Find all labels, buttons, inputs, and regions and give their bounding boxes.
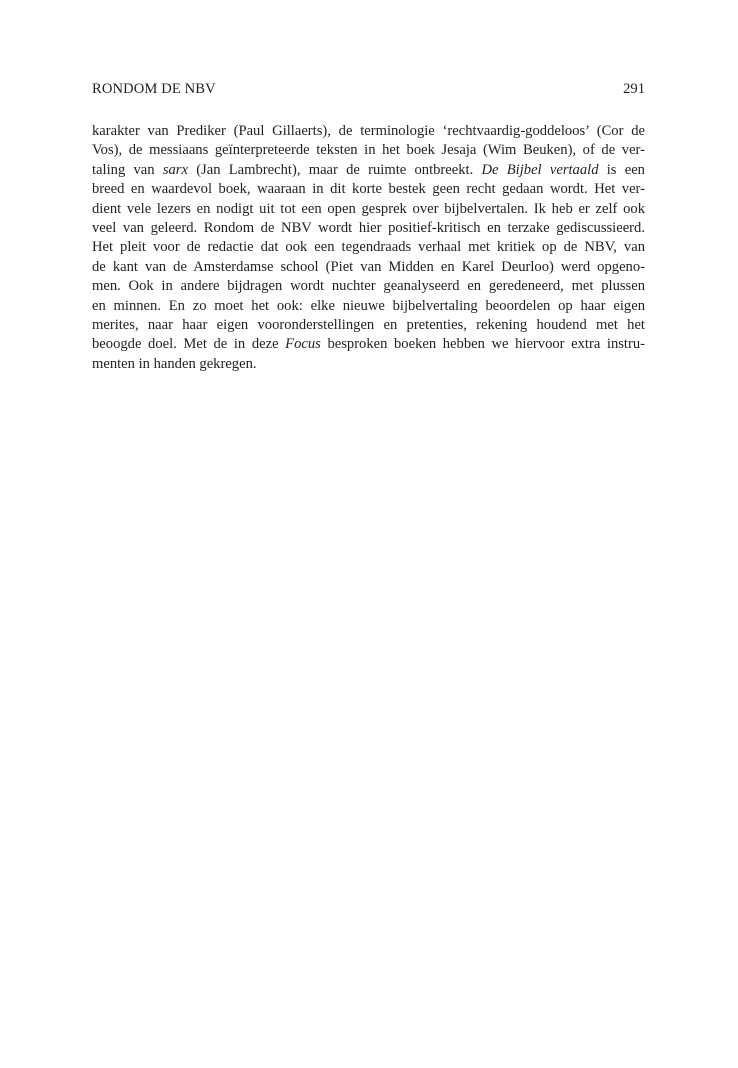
text-line: merites, naar haar eigen vooronderstellingen en pretenties, rekening houdend met het xyxy=(92,316,645,333)
text-line: de kant van de Amsterdamse school (Piet van Midden en Karel Deurloo) werd opgeno- xyxy=(92,258,645,275)
text-line: taling van sarx (Jan Lambrecht), maar de ruimte ontbreekt. De Bijbel vertaald is een xyxy=(92,161,645,178)
italic-journal-title: Focus xyxy=(285,336,321,353)
text-line: veel van geleerd. Rondom de NBV wordt hier positief-kritisch en terzake gediscussieerd. xyxy=(92,219,645,236)
page-number: 291 xyxy=(623,81,645,97)
italic-term-sarx: sarx xyxy=(162,161,188,178)
running-title: RONDOM DE NBV xyxy=(92,81,216,97)
body-paragraph xyxy=(92,122,645,374)
text-line: breed en waardevol boek, waaraan in dit korte bestek geen recht gedaan wordt. Het ver- xyxy=(92,181,645,198)
text-line: Vos), de messiaans geïnterpreteerde teksten in het boek Jesaja (Wim Beuken), of de ver- xyxy=(92,142,645,159)
text-line: beoogde doel. Met de in deze Focus besproken boeken hebben we hiervoor extra instru- xyxy=(92,336,646,353)
text-line: menten in handen gekregen. xyxy=(92,355,257,372)
text-line: karakter van Prediker (Paul Gillaerts), de terminologie ‘rechtvaardig-goddeloos’ (Cor de xyxy=(92,123,645,139)
text-line: dient vele lezers en nodigt uit tot een open gesprek over bijbelvertalen. Ik heb er zelf ook xyxy=(92,200,645,217)
text-line: men. Ook in andere bijdragen wordt nuchter geanalyseerd en geredeneerd, met plussen xyxy=(92,278,645,295)
running-header xyxy=(92,79,645,99)
italic-book-title: De Bijbel vertaald xyxy=(481,161,599,178)
text-line: Het pleit voor de redactie dat ook een tegendraads verhaal met kritiek op de NBV, van xyxy=(92,239,645,256)
text-line: en minnen. En zo moet het ook: elke nieuwe bijbelvertaling beoordelen op haar eigen xyxy=(92,297,645,314)
